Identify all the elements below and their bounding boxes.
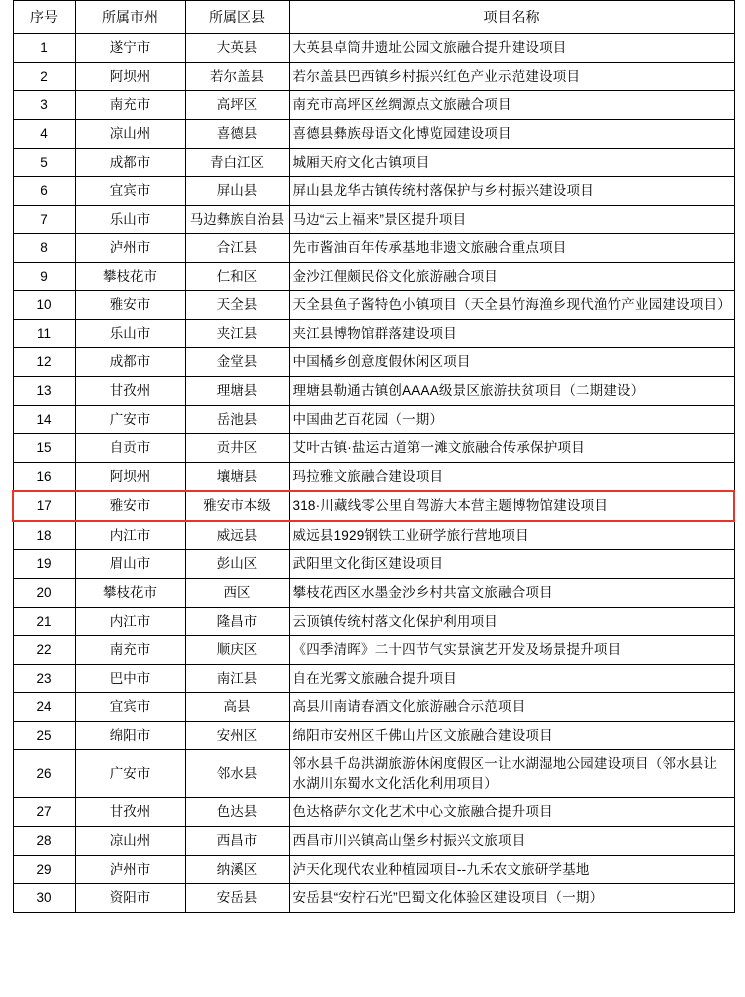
cell-city: 资阳市: [75, 884, 185, 913]
cell-project-name: 安岳县“安柠石光”巴蜀文化体验区建设项目（一期）: [289, 884, 734, 913]
table-header-row: [13, 1, 734, 34]
cell-city: 攀枝花市: [75, 262, 185, 291]
cell-seq: 28: [13, 827, 75, 856]
cell-county: 彭山区: [185, 550, 289, 579]
table-row: [13, 750, 734, 798]
column-header-seq: 序号: [13, 1, 75, 34]
cell-seq: 23: [13, 664, 75, 693]
cell-county: 顺庆区: [185, 636, 289, 665]
cell-city: 雅安市: [75, 291, 185, 320]
cell-city: 眉山市: [75, 550, 185, 579]
cell-county: 高县: [185, 693, 289, 722]
cell-project-name: 天全县鱼子酱特色小镇项目（天全县竹海渔乡现代渔竹产业园建设项目）: [289, 291, 734, 320]
table-row: [13, 348, 734, 377]
cell-county: 威远县: [185, 521, 289, 550]
cell-seq: 10: [13, 291, 75, 320]
cell-project-name: 绵阳市安州区千佛山片区文旅融合建设项目: [289, 721, 734, 750]
cell-county: 西区: [185, 578, 289, 607]
table-row: [13, 607, 734, 636]
cell-project-name: 中国橘乡创意度假休闲区项目: [289, 348, 734, 377]
table-row: [13, 319, 734, 348]
cell-seq: 16: [13, 462, 75, 491]
table-header: [13, 1, 734, 34]
cell-county: 夹江县: [185, 319, 289, 348]
cell-city: 成都市: [75, 148, 185, 177]
cell-county: 理塘县: [185, 377, 289, 406]
cell-project-name: 泸天化现代农业种植园项目--九禾农文旅研学基地: [289, 855, 734, 884]
cell-seq: 18: [13, 521, 75, 550]
table-row: [13, 177, 734, 206]
cell-city: 内江市: [75, 521, 185, 550]
cell-city: 凉山州: [75, 119, 185, 148]
column-header-county: 所属区县: [185, 1, 289, 34]
cell-seq: 13: [13, 377, 75, 406]
cell-county: 若尔盖县: [185, 62, 289, 91]
cell-seq: 14: [13, 405, 75, 434]
cell-project-name: 威远县1929钢铁工业研学旅行营地项目: [289, 521, 734, 550]
cell-city: 自贡市: [75, 434, 185, 463]
cell-city: 阿坝州: [75, 62, 185, 91]
table-row: [13, 827, 734, 856]
cell-seq: 26: [13, 750, 75, 798]
cell-county: 贡井区: [185, 434, 289, 463]
cell-seq: 4: [13, 119, 75, 148]
cell-project-name: 艾叶古镇·盐运古道第一滩文旅融合传承保护项目: [289, 434, 734, 463]
cell-project-name: 高县川南请春酒文化旅游融合示范项目: [289, 693, 734, 722]
table-row: [13, 798, 734, 827]
cell-city: 宜宾市: [75, 177, 185, 206]
table-row: [13, 491, 734, 521]
cell-project-name: 金沙江俚颇民俗文化旅游融合项目: [289, 262, 734, 291]
cell-seq: 27: [13, 798, 75, 827]
cell-project-name: 喜德县彝族母语文化博览园建设项目: [289, 119, 734, 148]
cell-county: 纳溪区: [185, 855, 289, 884]
cell-seq: 15: [13, 434, 75, 463]
cell-county: 天全县: [185, 291, 289, 320]
cell-city: 巴中市: [75, 664, 185, 693]
table-row: [13, 664, 734, 693]
cell-seq: 12: [13, 348, 75, 377]
cell-city: 绵阳市: [75, 721, 185, 750]
cell-project-name: 西昌市川兴镇高山堡乡村振兴文旅项目: [289, 827, 734, 856]
column-header-city: 所属市州: [75, 1, 185, 34]
cell-seq: 29: [13, 855, 75, 884]
cell-city: 阿坝州: [75, 462, 185, 491]
cell-project-name: 理塘县勒通古镇创AAAA级景区旅游扶贫项目（二期建设）: [289, 377, 734, 406]
cell-city: 南充市: [75, 91, 185, 120]
cell-project-name: 夹江县博物馆群落建设项目: [289, 319, 734, 348]
table-row: [13, 291, 734, 320]
cell-project-name: 马边“云上福来”景区提升项目: [289, 205, 734, 234]
cell-project-name: 邻水县千岛洪湖旅游休闲度假区一让水湖湿地公园建设项目（邻水县让水湖川东蜀水文化活化利用项目）: [289, 750, 734, 798]
cell-seq: 2: [13, 62, 75, 91]
cell-project-name: 色达格萨尔文化艺术中心文旅融合提升项目: [289, 798, 734, 827]
table-row: [13, 693, 734, 722]
cell-city: 泸州市: [75, 855, 185, 884]
table-row: [13, 405, 734, 434]
table-row: [13, 578, 734, 607]
cell-city: 内江市: [75, 607, 185, 636]
cell-county: 金堂县: [185, 348, 289, 377]
table-row: [13, 91, 734, 120]
cell-seq: 9: [13, 262, 75, 291]
cell-county: 喜德县: [185, 119, 289, 148]
cell-county: 隆昌市: [185, 607, 289, 636]
cell-project-name: 云顶镇传统村落文化保护利用项目: [289, 607, 734, 636]
cell-project-name: 大英县卓筒井遗址公园文旅融合提升建设项目: [289, 34, 734, 63]
table-row: [13, 521, 734, 550]
table-row: [13, 434, 734, 463]
cell-county: 安州区: [185, 721, 289, 750]
cell-city: 雅安市: [75, 491, 185, 521]
cell-seq: 7: [13, 205, 75, 234]
cell-project-name: 自在光雾文旅融合提升项目: [289, 664, 734, 693]
cell-seq: 30: [13, 884, 75, 913]
table-row: [13, 34, 734, 63]
column-header-project-name: 项目名称: [289, 1, 734, 34]
cell-county: 高坪区: [185, 91, 289, 120]
table-row: [13, 550, 734, 579]
cell-seq: 3: [13, 91, 75, 120]
cell-county: 仁和区: [185, 262, 289, 291]
cell-county: 雅安市本级: [185, 491, 289, 521]
cell-city: 成都市: [75, 348, 185, 377]
cell-project-name: 若尔盖县巴西镇乡村振兴红色产业示范建设项目: [289, 62, 734, 91]
cell-project-name: 武阳里文化街区建设项目: [289, 550, 734, 579]
cell-city: 乐山市: [75, 205, 185, 234]
table-row: [13, 855, 734, 884]
cell-city: 乐山市: [75, 319, 185, 348]
cell-seq: 21: [13, 607, 75, 636]
cell-county: 青白江区: [185, 148, 289, 177]
cell-city: 凉山州: [75, 827, 185, 856]
cell-project-name: 攀枝花西区水墨金沙乡村共富文旅融合项目: [289, 578, 734, 607]
cell-seq: 19: [13, 550, 75, 579]
cell-county: 屏山县: [185, 177, 289, 206]
cell-seq: 17: [13, 491, 75, 521]
cell-city: 广安市: [75, 750, 185, 798]
cell-county: 岳池县: [185, 405, 289, 434]
cell-project-name: 城厢天府文化古镇项目: [289, 148, 734, 177]
cell-city: 广安市: [75, 405, 185, 434]
table-row: [13, 721, 734, 750]
cell-city: 泸州市: [75, 234, 185, 263]
cell-county: 色达县: [185, 798, 289, 827]
cell-seq: 5: [13, 148, 75, 177]
cell-seq: 25: [13, 721, 75, 750]
table-row: [13, 234, 734, 263]
cell-project-name: 南充市高坪区丝绸源点文旅融合项目: [289, 91, 734, 120]
cell-seq: 20: [13, 578, 75, 607]
cell-city: 宜宾市: [75, 693, 185, 722]
cell-seq: 11: [13, 319, 75, 348]
table-row: [13, 119, 734, 148]
cell-county: 西昌市: [185, 827, 289, 856]
table-body: [13, 34, 734, 912]
table-row: [13, 62, 734, 91]
cell-city: 遂宁市: [75, 34, 185, 63]
cell-seq: 8: [13, 234, 75, 263]
cell-city: 甘孜州: [75, 377, 185, 406]
table-row: [13, 377, 734, 406]
cell-seq: 24: [13, 693, 75, 722]
cell-city: 甘孜州: [75, 798, 185, 827]
cell-seq: 22: [13, 636, 75, 665]
cell-project-name: 中国曲艺百花园（一期）: [289, 405, 734, 434]
cell-project-name: 玛拉雅文旅融合建设项目: [289, 462, 734, 491]
cell-county: 壤塘县: [185, 462, 289, 491]
cell-county: 马边彝族自治县: [185, 205, 289, 234]
cell-county: 邻水县: [185, 750, 289, 798]
table-row: [13, 462, 734, 491]
cell-project-name: 《四季清晖》二十四节气实景演艺开发及场景提升项目: [289, 636, 734, 665]
table-row: [13, 884, 734, 913]
table-row: [13, 148, 734, 177]
cell-county: 大英县: [185, 34, 289, 63]
cell-county: 安岳县: [185, 884, 289, 913]
cell-county: 南江县: [185, 664, 289, 693]
cell-city: 南充市: [75, 636, 185, 665]
cell-seq: 6: [13, 177, 75, 206]
cell-seq: 1: [13, 34, 75, 63]
cell-project-name: 屏山县龙华古镇传统村落保护与乡村振兴建设项目: [289, 177, 734, 206]
cell-project-name: 318·川藏线零公里自驾游大本营主题博物馆建设项目: [289, 491, 734, 521]
table-row: [13, 205, 734, 234]
table-row: [13, 262, 734, 291]
project-list-table: [12, 0, 735, 913]
cell-project-name: 先市酱油百年传承基地非遗文旅融合重点项目: [289, 234, 734, 263]
cell-city: 攀枝花市: [75, 578, 185, 607]
table-row: [13, 636, 734, 665]
cell-county: 合江县: [185, 234, 289, 263]
